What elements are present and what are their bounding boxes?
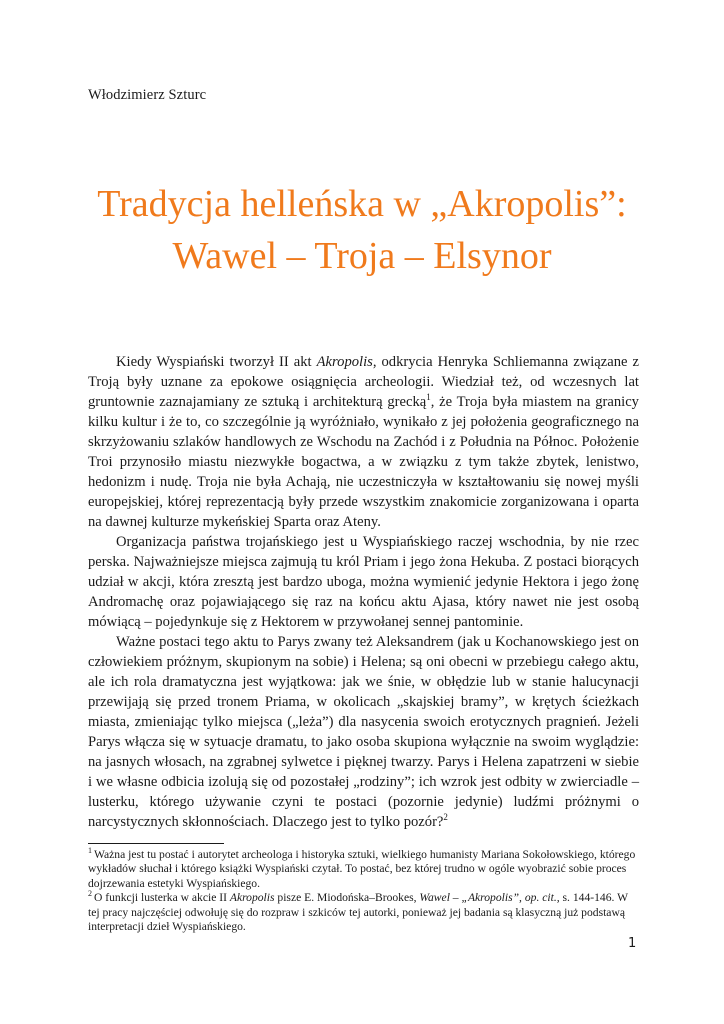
footnote-2-number: 2	[88, 889, 92, 899]
footnote-reference-2[interactable]: 2	[443, 812, 448, 823]
footnote-reference-1[interactable]: 1	[426, 392, 431, 403]
footnote-2	[88, 891, 639, 934]
footnote-2-italic-citation: Wawel – „Akropolis”, op. cit.,	[419, 891, 560, 905]
paragraph-1	[88, 352, 639, 532]
paragraph-3-text: Ważne postaci tego aktu to Parys zwany też Aleksandrem (jak u Kochanowskiego jest on człowiekiem próżnym, skupionym na sobie) i Helena; są oni obecni w przebiegu całego aktu, ale ich rola dramatyczna jest wyjątkowa: jak we śnie, w obłędzie lub w stanie halucynacji przewijają się przed tronem Priama, w okolicach „skajskiej bramy”, w krętych ścieżkach miasta, zmieniając tylko miejsca („leża”) dla nasycenia swoich erotycznych pragnień. Jeżeli Parys włącza się w sytuacje dramatu, to jako osoba skupiona wyłącznie na swoim wyglądzie: na jasnych włosach, na zgrabnej sylwetce i pięknej twarzy. Parys i Helena zapatrzeni w siebie i we własne odbicia izolują się od pozostałej „rodziny”; ich wzrok jest odbity w zwierciadle – lusterku, którego używanie czyni te postaci (pozornie jedynie) ludźmi próżnymi o narcystycznych skłonnościach. Dlaczego jest to tylko pozór?	[88, 634, 639, 830]
footnote-2-text-c: pisze E. Miodońska–Brookes,	[274, 891, 420, 905]
footnote-1-number: 1	[88, 846, 92, 856]
footnote-divider	[88, 843, 224, 844]
footnote-2-text-a: O funkcji lusterka w akcie II	[94, 891, 230, 905]
paragraph-2: Organizacja państwa trojańskiego jest u Wyspiańskiego raczej wschodnia, by nie rzec perska. Najważniejsze miejsca zajmują tu król Priam i jego żona Hekuba. Z postaci biorących udział w akcji, która zresztą jest bardzo uboga, można wymienić jedynie Hektora i jego żonę Andromachę oraz pojawiającego się raz na końcu aktu Ajasa, który nawet nie jest osobą mówiącą – pojedynkuje się z Hektorem w przywołanej sennej pantominie.	[88, 534, 639, 630]
body-text	[88, 352, 639, 832]
paragraph-1-text-d: , że Troja była miastem na granicy kilku kultur i że to, co szczególnie ją wyróżniało, wynikało z jej położenia geograficznego na skrzyżowaniu szlaków handlowych ze Wschodu na Zachód i z Południa na Północ. Położenie Troi przynosiło miastu niezwykłe bogactwa, a w związku z tym także zbytek, lenistwo, hedonizm i nudę. Troja nie była Achają, nie uczestniczyła w kształtowaniu się nowej myśli europejskiej, której reprezentacją były przede wszystkim znakomicie zorganizowana i oparta na dawnej kulturze mykeńskiej Sparta oraz Ateny.	[88, 394, 639, 530]
footnote-2-text-e: s. 144-146. W tej pracy najczęściej odwołuję się do rozpraw i szkiców tej autorki, ponieważ jej badania są klasyczną już podstawą interpretacji dzieł Wyspiańskiego.	[88, 891, 628, 934]
paragraph-1-text-c: , odkrycia Henryka Schliemanna związane z Troją były uznane za epokowe osiągnięcia archeologii. Wiedział też, od wczesnych lat gruntownie zaznajamiany ze sztuką i architekturą grecką	[88, 354, 639, 410]
author-name: Włodzimierz Szturc	[88, 87, 207, 103]
footnote-2-italic-title: Akropolis	[229, 891, 275, 905]
footnote-1-text: Ważna jest tu postać i autorytet archeologa i historyka sztuki, wielkiego humanisty Mariana Sokołowskiego, którego wykładów słuchał i którego książki Wyspiański czytał. To postać, bez której trudno w ogóle wyobrazić sobie proces dojrzewania estetyki Wyspiańskiego.	[88, 848, 636, 890]
footnote-1	[88, 848, 639, 891]
paragraph-1-italic-title: Akropolis	[316, 354, 373, 370]
page-title	[60, 178, 664, 282]
footnotes	[88, 848, 639, 934]
title-line-1: Tradycja helleńska w „Akropolis”:	[97, 183, 627, 225]
paragraph-1-text-a: Kiedy Wyspiański tworzył II akt	[116, 354, 317, 370]
title-line-2: Wawel – Troja – Elsynor	[172, 235, 552, 277]
page-number: 1	[628, 936, 637, 951]
paragraph-3	[88, 632, 639, 832]
